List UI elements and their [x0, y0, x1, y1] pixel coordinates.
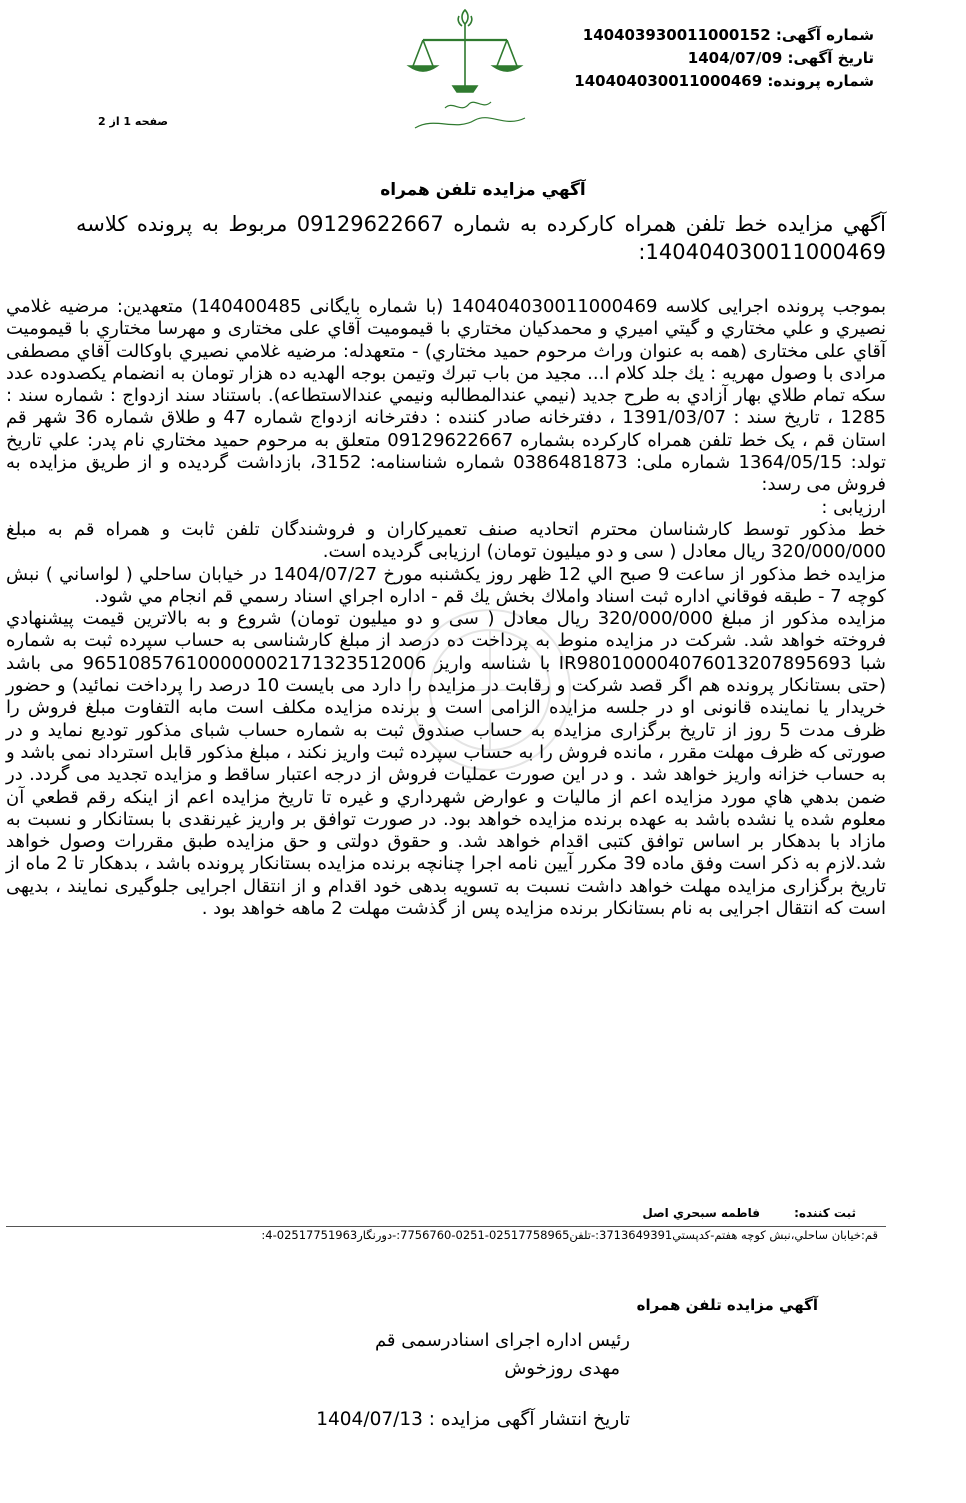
office-address: قم:خيابان ساحلي،نبش کوچه هفتم-کدپستي3713649391:-تلفن02517758965-0251-7756760:-دورنگار02517751963-4:: [261, 1228, 878, 1242]
notice-number: 140403930011000152: [582, 26, 771, 44]
divider: [6, 1226, 886, 1227]
case-number-label: شماره پرونده:: [767, 72, 874, 90]
registrar-line: [642, 1206, 856, 1220]
body-paragraph-auction-time-place: مزايده خط مذکور از ساعت 9 صبح الي 12 ظهر روز یکشنبه مورخ 1404/07/27 در خيابان ساحلي ( لواساني ) نبش کوچه 7 - طبقه فوقاني اداره ثبت اسناد واملاك بخش يك قم - اداره اجراي اسناد رسمي قم انجام مي شود.: [6, 563, 887, 607]
body-paragraph-case-details: بموجب پرونده اجرایی کلاسه 140404030011000469 (با شماره بایگانی 140400485) متعهدين: مرضيه غلامي نصيري و علي مختاري و گيتي اميري و محمدكيان مختاري با قيموميت آقاي علی مختاری و مهرسا مختاري با قيموميت آقاي علی مختاری (همه به عنوان وراث مرحوم حميد مختاري) - متعهدله: مرضيه غلامي نصيري باوكالت آقاي مصطفی مرادی با وصول مهريه : يك جلد كلام ا... مجيد من باب تبرك وتيمن بوجه الهديه ده هزار تومان به انضمام يكصدوده عدد سكه تمام طلاي بهار آزادي به طرح جديد (نيمي عندالمطالبه ونيمي عندالاستطاعه). باستناد سند ازدواج : شماره سند : 1285 ، تاريخ سند : 1391/03/07 ، دفترخانه صادر كننده : دفترخانه ازدواج شماره 47 و طلاق شماره 36 شهر قم استان قم ، یک خط تلفن همراه کارکرده بشماره 09129622667 متعلق به مرحوم حميد مختاري نام پدر: علي تاريخ تولد: 1364/05/15 شماره ملی: 0386481873 شماره شناسنامه: 3152، بازداشت گردیده و از طريق مزايده به فروش می رسد:: [6, 296, 887, 496]
intro-paragraph: آگهي مزايده خط تلفن همراه کارکرده به شماره 09129622667 مربوط به پرونده کلاسه 140404030011000469:: [76, 212, 886, 264]
notice-number-row: [514, 24, 874, 47]
body-text: [6, 296, 886, 920]
notice-date-row: [514, 47, 874, 70]
body-paragraph-appraisal-heading: ارزیابی :: [821, 496, 886, 518]
signer-name: مهدی روزخوش: [504, 1358, 620, 1379]
body-paragraph-auction-terms: مزايده مذکور از مبلغ 320/000/000 ريال معادل ( سی و دو ميليون تومان) شروع و به بالاترين قيمت پيشنهادي فروخته خواهد شد. شرکت در مزايده منوط به پرداخت ده درصد از مبلغ کارشناسی به حساب سپرده ثبت به شماره شبا IR980100004076013207895693 با شناسه واريز 965108576100000002171323512006 می باشد (حتی بستانکار پرونده هم اگر قصد شرکت و رقابت در مزایده را دارد می بایست 10 درصد را پرداخت نمائید) و حضور خریدار یا نماینده قانونی او در جلسه مزایده الزامی است و برنده مزایده مکلف است مابه التفاوت مبلغ فروش را ظرف مدت 5 روز از تاریخ برگزاری مزایده به حساب صندوق ثبت به شماره حساب شبای مذکور توديع نمايد و در صورتی که ظرف مهلت مقرر ، مانده فروش را به حساب سپرده ثبت واریز نکند ، مبلغ مذکور قابل استرداد نمی باشد و به حساب خزانه واريز خواهد شد . و در اين صورت عمليات فروش از درجه اعتبار ساقط و مزايده تجديد می گردد. در ضمن بدهي هاي مورد مزايده اعم از ماليات و عوارض شهرداري و غيره تا تاريخ مزايده اعم از اينكه رقم قطعي آن معلوم شده يا نشده باشد به عهده برنده مزايده خواهد بود. در صورت توافق بر واریز غیرنقدی با بستانکار و نسبت به مازاد با بدهکار بر اساس توافق کتبی اقدام خواهد شد. و حقوق دولتی و حق مزایده طبق مقررات وصول خواهد شد.لازم به ذکر است وفق ماده 39 مکرر آیین نامه اجرا چنانچه برنده مزایده بستانکار پرونده باشد ، بدهکار تا 2 ماه از تاریخ برگزاری مزایده مهلت خواهد داشت نسبت به تسویه بدهی خود اقدام و از انتقال اجرایی جلوگیری نمایند ، بدیهی است که انتقال اجرایی به نام بستانکار برنده مزایده پس از گذشت مهلت 2 ماهه خواهد بود .: [6, 608, 886, 920]
notice-number-label: شماره آگهی:: [775, 26, 874, 44]
case-number: 140404030011000469: [574, 72, 763, 90]
notice-date: 1404/07/09: [687, 49, 783, 67]
registrar-name: فاطمه سبحري اصل: [642, 1206, 760, 1220]
document-title: آگهي مزايده تلفن همراه: [380, 180, 586, 200]
judiciary-emblem-logo: [395, 4, 535, 134]
case-number-row: [514, 70, 874, 93]
body-paragraph-appraisal: خط مذکور توسط کارشناسان محترم اتحادیه صنف تعمیرکاران و فروشندگان تلفن ثابت و همراه قم به مبلغ 320/000/000 ريال معادل ( سی و دو ميليون تومان) ارزيابی گرديده است.: [6, 518, 886, 563]
scales-icon: [395, 4, 535, 134]
notice-date-label: تاریخ آگهی:: [787, 49, 874, 67]
notice-header-info: [514, 24, 874, 93]
footer-title: آگهي مزايده تلفن همراه: [636, 1296, 818, 1314]
registrar-label: ثبت كننده:: [794, 1206, 856, 1220]
signer-title: رئيس اداره اجرای اسنادرسمی قم: [374, 1330, 630, 1351]
page-count: صفحه 1 از 2: [98, 115, 169, 128]
publish-date: تاریخ انتشار آگهی مزایده : 1404/07/13: [316, 1409, 630, 1430]
